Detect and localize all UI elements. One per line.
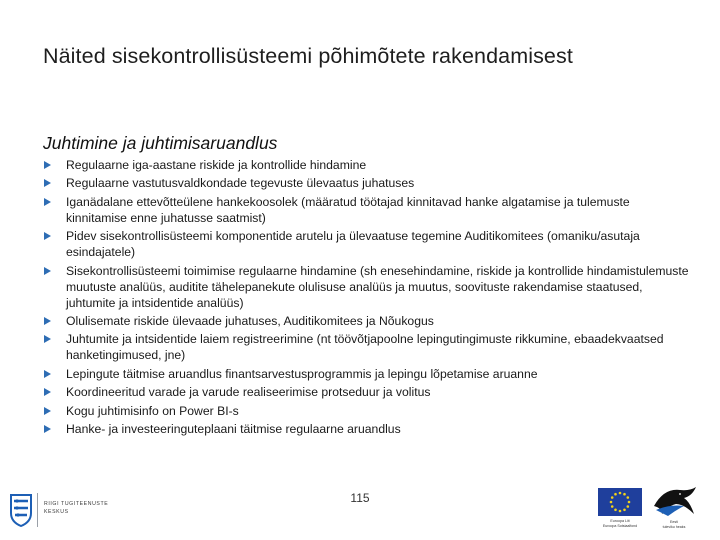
bullet-text: Sisekontrollisüsteemi toimimise regulaarne hindamine (sh enesehindamine, riskide ja kontrollide hindamistulemuste muutuste analüüs, auditite tähelepanekute olulisuse analüüs ja muutus, soovituste rakendamise staatused, juhtumite ja intsidentide analüüs) — [66, 263, 689, 310]
eu-caption-line2: Euroopa Sotsiaalfond — [602, 524, 638, 528]
organization-name-line1: RIIGI TUGITEENUSTE — [44, 501, 109, 507]
eu-flag — [598, 488, 642, 516]
bullet-text: Regulaarne vastutusvaldkondade tegevuste ülevaatus juhatuses — [66, 176, 415, 191]
estonia-caption-line2: tuleviku heaks — [662, 525, 686, 529]
bullet-text: Koordineeritud varade ja varude realiseerimise protseduur ja volitus — [66, 385, 431, 400]
triangle-bullet-icon — [44, 232, 51, 240]
estonia-logo — [650, 484, 698, 534]
triangle-bullet-icon — [44, 161, 51, 169]
triangle-bullet-icon — [44, 317, 51, 325]
bullet-text: Hanke- ja investeeringuteplaani täitmise regulaarne aruandlus — [66, 421, 401, 436]
triangle-bullet-icon — [44, 267, 51, 275]
eu-caption — [596, 519, 644, 529]
organization-name — [44, 500, 119, 516]
bullet-text: Regulaarne iga-aastane riskide ja kontrollide hindamine — [66, 158, 367, 172]
bullet-text: Pidev sisekontrollisüsteemi komponentide arutelu ja ülevaatuse tegemine Auditikomitees (omaniku/asutaja esindajatele) — [66, 229, 640, 260]
triangle-bullet-icon — [44, 179, 51, 187]
triangle-bullet-icon — [44, 388, 51, 396]
bullet-text: Juhtumite ja intsidentide laiem registreerimine (nt töövõtjapoolne lepingutingimuste rikkumine, ebaadekvaatsed hanketingimused, jne) — [66, 332, 664, 363]
eu-caption-line1: Euroopa Liit — [610, 519, 630, 523]
list-item — [44, 175, 694, 191]
list-item — [44, 331, 694, 363]
estonia-caption — [650, 520, 698, 530]
list-item — [44, 157, 694, 173]
bullet-text: Kogu juhtimisinfo on Power BI-s — [66, 403, 239, 418]
eu-logo — [596, 488, 644, 534]
slide-title: Näited sisekontrollisüsteemi põhimõtete rakendamisest — [43, 44, 573, 68]
section-subtitle: Juhtimine ja juhtimisaruandlus — [43, 133, 278, 153]
page-number: 115 — [350, 491, 370, 505]
triangle-bullet-icon — [44, 335, 51, 343]
list-item — [44, 228, 694, 260]
bullet-text: Olulisemate riskide ülevaade juhatuses, Auditikomitees ja Nõukogus — [66, 313, 434, 328]
bullet-text: Lepingute täitmise aruandlus finantsarvestusprogrammis ja lepingu lõpetamise aruanne — [66, 366, 538, 381]
list-item — [44, 263, 694, 311]
list-item — [44, 403, 694, 419]
list-item — [44, 421, 694, 437]
organization-name-line2: KESKUS — [44, 509, 69, 515]
list-item — [44, 313, 694, 329]
triangle-bullet-icon — [44, 407, 51, 415]
list-item — [44, 366, 694, 382]
coat-of-arms-icon — [9, 493, 33, 527]
bullet-text: Iganädalane ettevõtteülene hankekoosolek (määratud töötajad kinnitavad hanke algatamise ja tulemuste kinnitamise enne juhatusse saatmist) — [66, 194, 630, 225]
triangle-bullet-icon — [44, 425, 51, 433]
swallow-icon — [650, 484, 698, 520]
list-item — [44, 384, 694, 400]
eu-stars-icon — [598, 488, 642, 516]
list-item — [44, 194, 694, 226]
bullet-list — [44, 157, 694, 439]
triangle-bullet-icon — [44, 370, 51, 378]
estonia-caption-line1: Eesti — [670, 520, 678, 524]
triangle-bullet-icon — [44, 198, 51, 206]
logo-divider — [37, 493, 38, 527]
organization-logo — [9, 491, 119, 531]
